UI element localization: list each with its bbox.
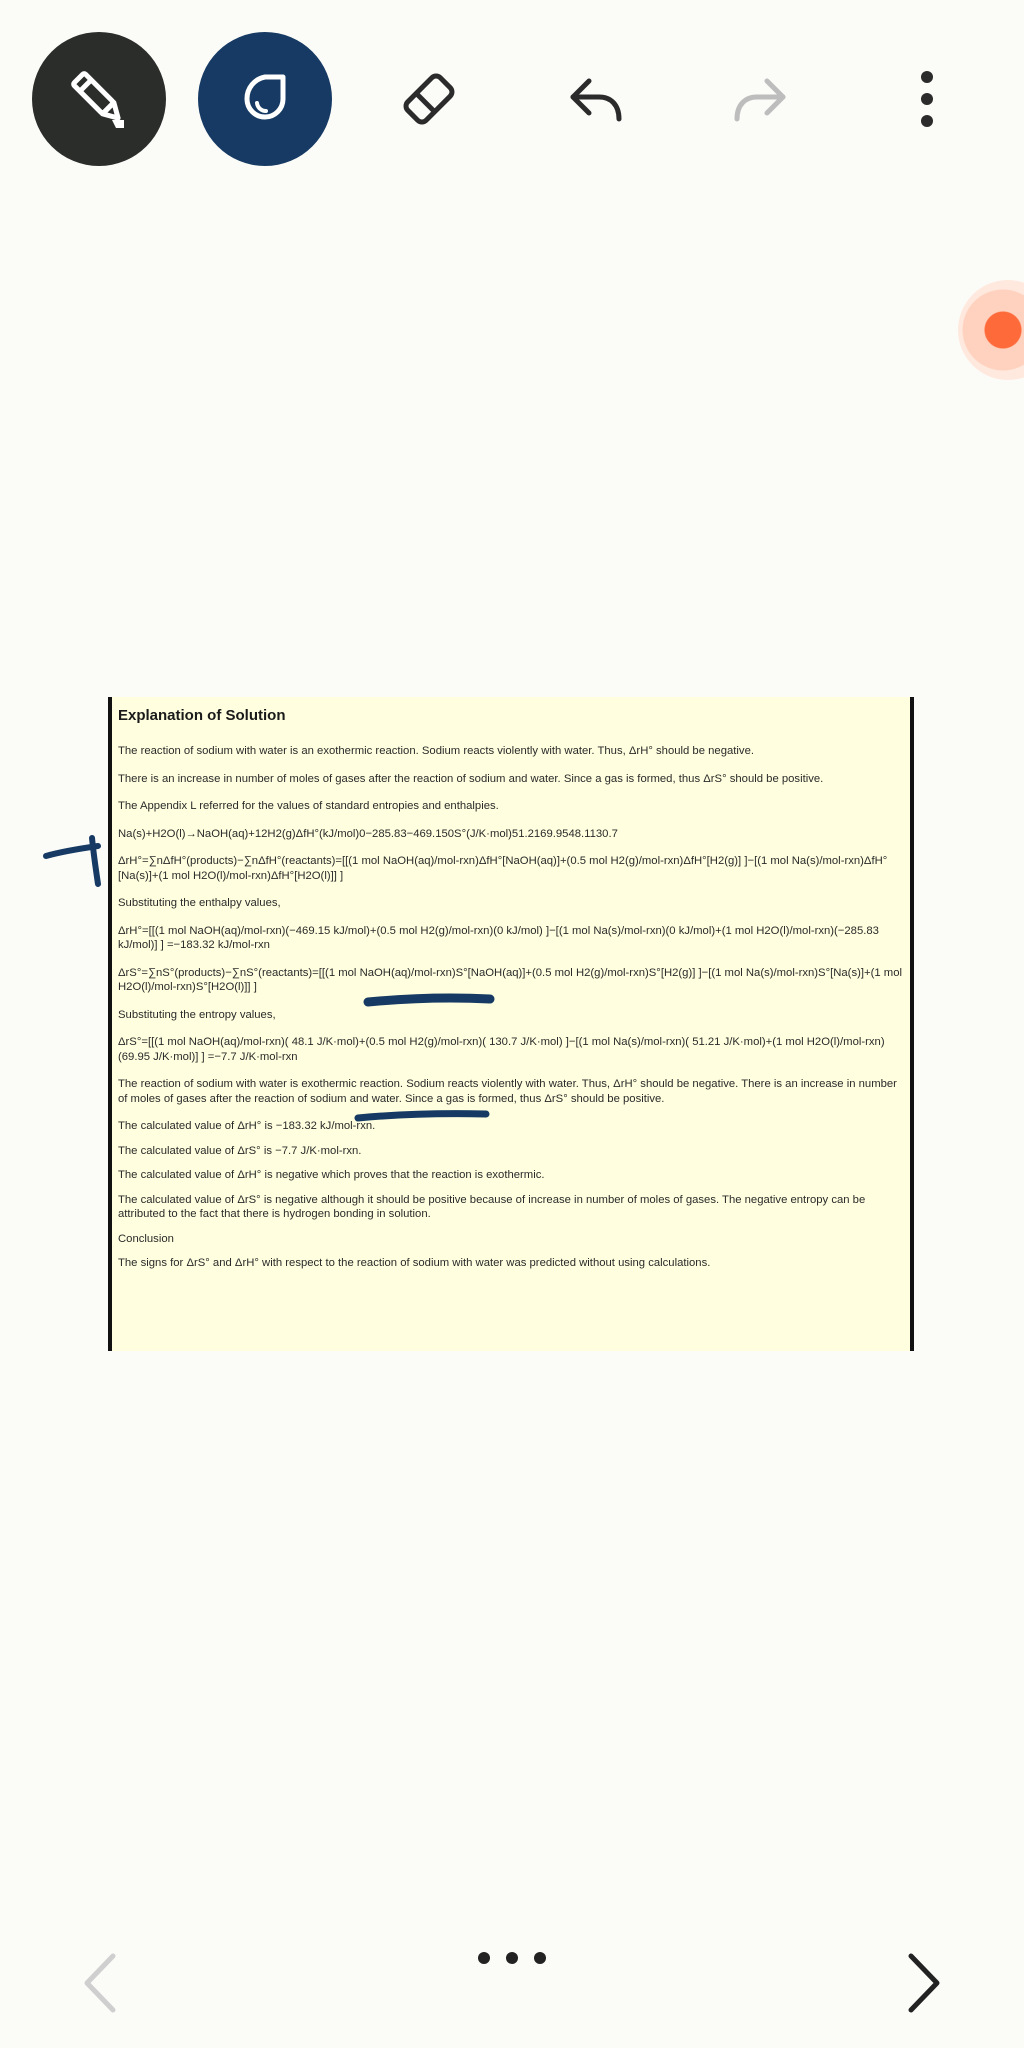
paragraph: ΔrS°=[[(1 mol NaOH(aq)/mol-rxn)( 48.1 J/K·mol)+(0.5 mol H2(g)/mol-rxn)( 130.7 J/K·mol) ]−[(1 mol Na(s)/mol-rxn)( 51.21 J/K·mol)+(1 mol H2O(l)/mol-rxn)(69.95 J/K·mol)] ] =−7.7 J/K·mol-rxn (118, 1036, 885, 1063)
paragraph: Substituting the enthalpy values, (118, 897, 281, 909)
paragraph: ΔrH°=[[(1 mol NaOH(aq)/mol-rxn)(−469.15 kJ/mol)+(0.5 mol H2(g)/mol-rxn)(0 kJ/mol) ]−[(1 mol Na(s)/mol-rxn)(0 kJ/mol)+(1 mol H2O(l)/mol-rxn)(−285.83 kJ/mol)] ] =−183.32 kJ/mol-rxn (118, 924, 879, 951)
redo-icon (729, 67, 793, 131)
next-page-button[interactable] (884, 1940, 964, 2030)
paragraph: There is an increase in number of moles of gases after the reaction of sodium and water. Since a gas is formed, thus ΔrS° should be positive. (118, 772, 824, 785)
paragraph: Conclusion (118, 1232, 174, 1245)
ink-stroke-t-mark (46, 838, 98, 884)
more-options-button[interactable] (860, 32, 994, 166)
paragraph: The Appendix L referred for the values of standard entropies and enthalpies. (118, 800, 499, 812)
more-vertical-icon (917, 67, 937, 131)
paragraph: The calculated value of ΔrS° is −7.7 J/K·mol-rxn. (118, 1144, 362, 1157)
page-navigation (0, 1900, 1024, 2048)
more-horizontal-icon (472, 1948, 552, 1973)
paragraph: ΔrS°=∑nS°(products)−∑nS°(reactants)=[[(1 mol NaOH(aq)/mol-rxn)S°[NaOH(aq)]+(0.5 mol H2(g)/mol-rxn)S°[H2(g)] ]−[(1 mol Na(s)/mol-rxn)S°[Na(s)]+(1 mol H2O(l)/mol-rxn)S°[H2O(l)]] ] (118, 966, 902, 993)
paragraph: The calculated value of ΔrS° is negative although it should be positive because of increase in number of moles of gases. The negative entropy can be attributed to the fact that there is hydrogen bonding in solution. (118, 1193, 866, 1220)
pen-icon (64, 64, 134, 134)
document-heading: Explanation of Solution (118, 707, 286, 724)
pen-tool-button[interactable] (32, 32, 166, 166)
paragraph: The signs for ΔrS° and ΔrH° with respect to the reaction of sodium with water was predicted without using calculations. (118, 1257, 711, 1269)
paragraph: Na(s)+H2O(l)→NaOH(aq)+12H2(g)ΔfH°(kJ/mol)0−285.83−469.150S°(J/K·mol)51.2169.9548.1130.7 (118, 827, 618, 840)
chevron-left-icon (75, 1948, 125, 2023)
paragraph: Substituting the entropy values, (118, 1008, 276, 1021)
paragraph: The reaction of sodium with water is exothermic reaction. Sodium reacts violently with water. Thus, ΔrH° should be negative. There is an increase in number of moles of gases after the reaction of sodium and water. Since a gas is formed, thus ΔrS° should be positive. (118, 1078, 897, 1105)
eraser-tool-button[interactable] (362, 32, 496, 166)
paragraph: The reaction of sodium with water is an exothermic reaction. Sodium reacts violently with water. Thus, ΔrH° should be negative. (118, 745, 754, 757)
page-options-button[interactable] (460, 1940, 564, 1980)
highlighter-tool-button[interactable] (198, 32, 332, 166)
redo-button[interactable] (694, 32, 828, 166)
eraser-icon (394, 64, 464, 134)
paragraph: The calculated value of ΔrH° is −183.32 kJ/mol-rxn. (118, 1120, 376, 1132)
floating-color-handle[interactable] (958, 280, 1024, 380)
undo-icon (563, 67, 627, 131)
drawing-toolbar (0, 0, 1024, 200)
highlighter-drop-icon (233, 67, 297, 131)
undo-button[interactable] (528, 32, 662, 166)
paragraph: The calculated value of ΔrH° is negative which proves that the reaction is exothermic. (118, 1169, 545, 1181)
previous-page-button[interactable] (60, 1940, 140, 2030)
chevron-right-icon (899, 1948, 949, 2023)
solution-document (108, 697, 914, 1351)
paragraph: ΔrH°=∑nΔfH°(products)−∑nΔfH°(reactants)=[[(1 mol NaOH(aq)/mol-rxn)ΔfH°[NaOH(aq)]+(0.5 mol H2(g)/mol-rxn)ΔfH°[H2(g)] ]−[(1 mol Na(s)/mol-rxn)ΔfH°[Na(s)]+(1 mol H2O(l)/mol-rxn)ΔfH°[H2O(l)]] ] (118, 855, 888, 882)
